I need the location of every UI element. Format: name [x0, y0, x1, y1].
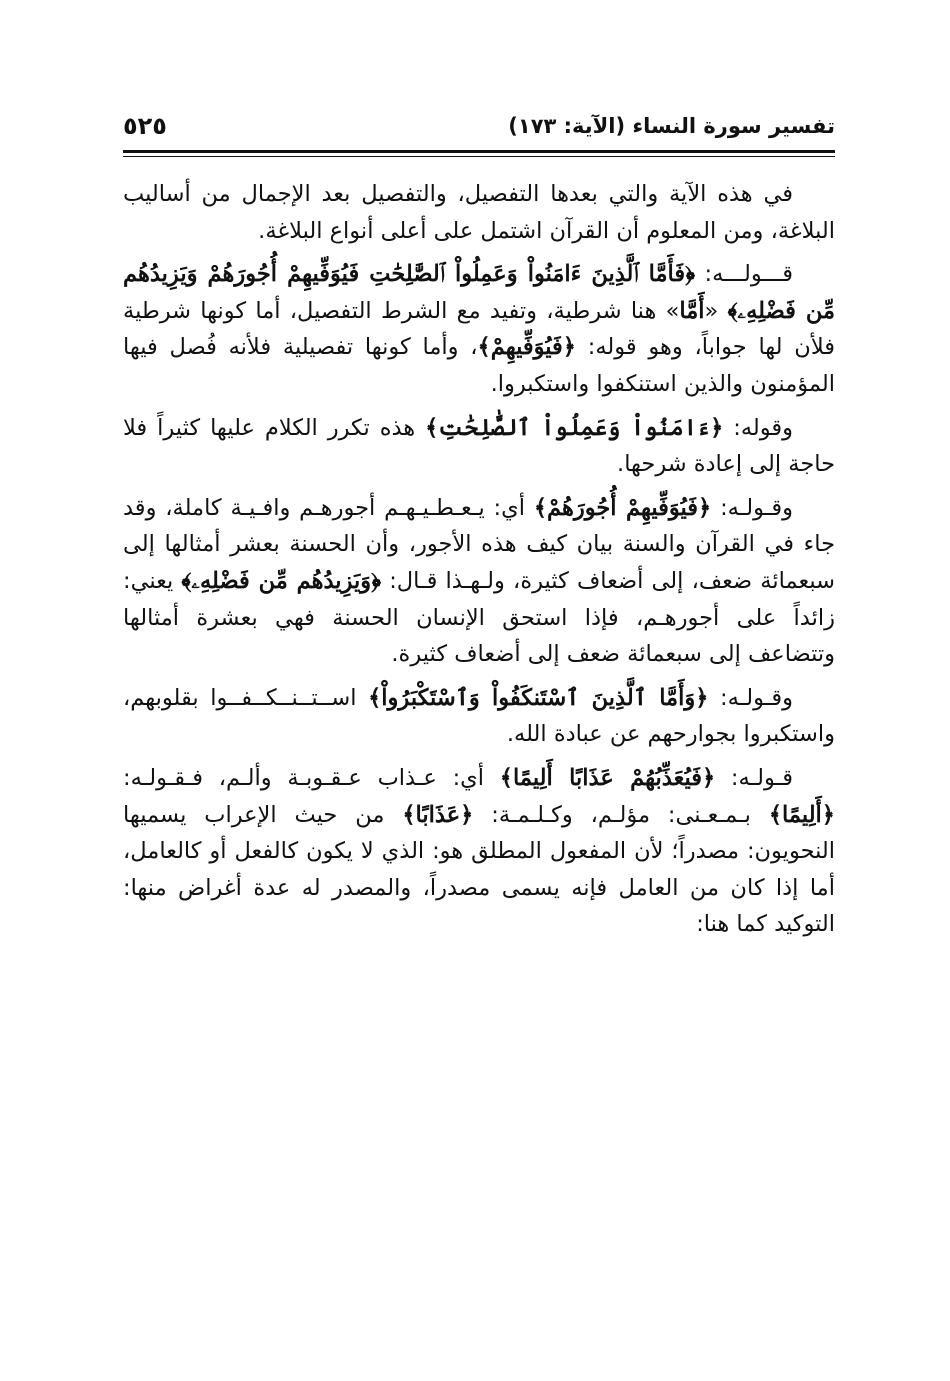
page-header: [123, 112, 835, 148]
quran-quote: ﴿وَيَزِيدُهُم مِّن فَضْلِهِۦ﴾: [181, 567, 382, 594]
paragraph: [123, 410, 835, 483]
text-segment: وقـولـه:: [711, 494, 793, 521]
header-rule-thick: [123, 150, 835, 153]
text-segment: من حيث الإعراب يسميها النحويون: مصدراً؛ لأن المفعول المطلق هو: الذي لا يكون كالفعل أو كالعامل، أما إذا كان من العامل فإنه يسمى مصدراً، والمصدر له عدة أغراض منها: التوكيد كما هنا:: [123, 801, 835, 938]
quran-quote: ﴿فَيُوَفِّيهِمْ﴾: [477, 334, 576, 361]
text-segment: ، وأما كونها تفصيلية فلأنه فُصل فيها المؤمنون والذين استنكفوا واستكبروا.: [123, 334, 835, 397]
quran-quote: ﴿فَأَمَّا ٱلَّذِينَ ءَامَنُواْ وَعَمِلُواْ ٱلصَّٰلِحَٰتِ فَيُوَفِّيهِمْ أُجُورَهُمْ وَيَزِيدُهُم مِّن فَضْلِهِۦ﴾: [123, 261, 835, 324]
quran-quote: ﴿فَيُعَذِّبُهُمْ عَذَابًا أَلِيمًا﴾: [499, 764, 716, 791]
quran-quote: ﴿ءَامَنُواْ وَعَمِلُواْ ٱلصَّٰلِحَٰتِ﴾: [425, 414, 724, 441]
text-segment: أي: عـذاب عـقـوبـة وألـم، فـقـولـه:: [123, 764, 500, 791]
paragraph: [123, 176, 835, 249]
paragraph: [123, 680, 835, 753]
paragraph: [123, 490, 835, 673]
quran-quote: ﴿عَذَابًا﴾: [402, 801, 474, 828]
text-segment: «: [704, 297, 728, 324]
text-segment: يعني: زائداً على أجورهـم، فإذا استحق الإنسان الحسنة فهي بعشرة أمثالها وتتضاعف إلى سبعمائة ضعف إلى أضعاف كثيرة.: [123, 567, 835, 668]
text-segment: » هنا شرطية، وتفيد مع الشرط التفصيل، أما كونها شرطية فلأن لها جواباً، وهو قوله:: [123, 297, 835, 361]
page-number: ٥٢٥: [123, 112, 167, 140]
text-segment: وقوله:: [723, 414, 793, 441]
header-rule-thin: [123, 156, 835, 157]
text-segment: اســتــنــكــفــوا بقلوبهم، واستكبروا بجوارحهم عن عبادة الله.: [123, 684, 835, 748]
text-segment: قـــولـــه:: [695, 261, 793, 288]
quran-quote: ﴿أَلِيمًا﴾: [768, 801, 835, 828]
text-segment: أي: يـعـطـيـهـم أجورهـم وافـيـة كاملة، وقد جاء في القرآن والسنة بيان كيف هذه الأجور، وأن الحسنة بعشر أمثالها إلى سبعمائة ضعف، إلى أضعاف كثيرة، ولـهـذا قـال:: [123, 494, 835, 594]
quran-quote: ﴿وَأَمَّا ٱلَّذِينَ ٱسْتَنكَفُواْ وَٱسْتَكْبَرُواْ﴾: [368, 684, 709, 711]
paragraph: [123, 760, 835, 943]
running-title: تفسير سورة النساء (الآية: ١٧٣): [508, 114, 835, 138]
text-segment: هذه تكرر الكلام عليها كثيراً فلا حاجة إلى إعادة شرحها.: [123, 414, 835, 478]
body-text: [123, 176, 835, 1326]
text-segment: في هذه الآية والتي بعدها التفصيل، والتفصيل بعد الإجمال من أساليب البلاغة، ومن المعلوم أن القرآن اشتمل على أعلى أنواع البلاغة.: [123, 181, 835, 244]
text-segment: وقـولـه:: [708, 684, 793, 711]
quran-quote: ﴿فَيُوَفِّيهِمْ أُجُورَهُمْ﴾: [533, 494, 712, 521]
text-segment: بـمـعـنى: مؤلـم، وكـلـمـة:: [473, 801, 769, 828]
paragraph: [123, 256, 835, 402]
quran-quote: أَمَّا: [679, 297, 705, 324]
text-segment: قـولـه:: [715, 764, 793, 791]
